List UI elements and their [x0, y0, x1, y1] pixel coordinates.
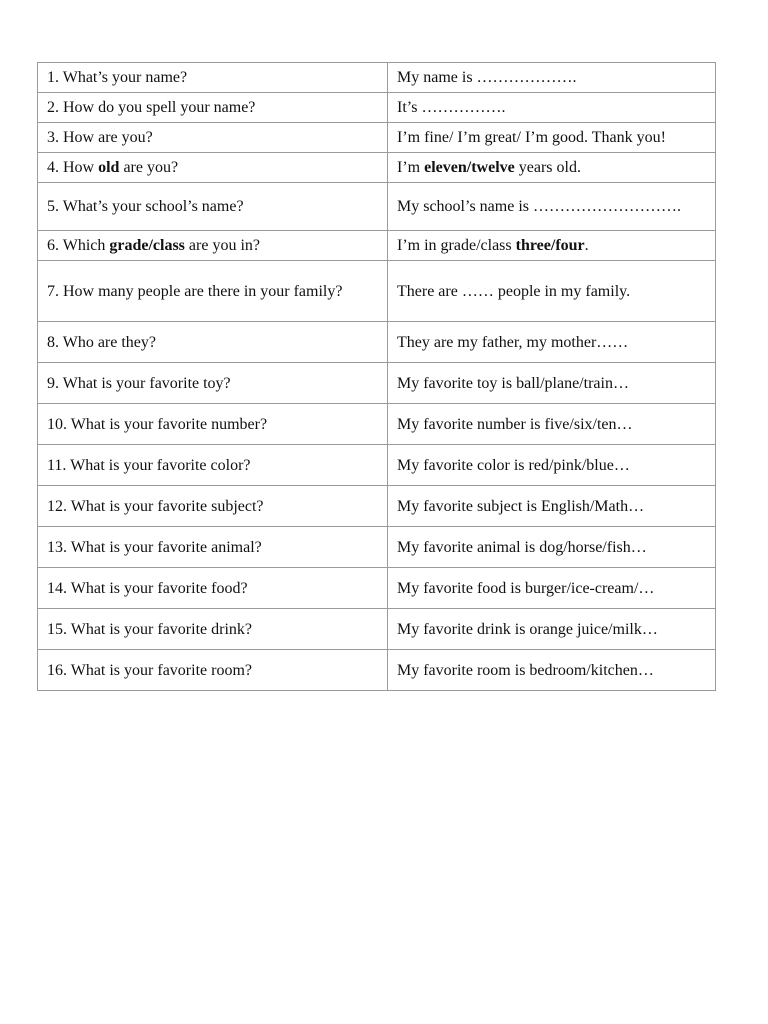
- table-row: [38, 527, 716, 568]
- answer-cell: [388, 609, 716, 650]
- question-cell: [38, 363, 388, 404]
- answer-cell: [388, 527, 716, 568]
- answer-text: My favorite food is burger/ice-cream/…: [397, 579, 655, 597]
- table-row: [38, 363, 716, 404]
- table-row: [38, 445, 716, 486]
- table-row: [38, 63, 716, 93]
- answer-cell: [388, 123, 716, 153]
- answer-text: I’m in grade/class: [397, 237, 516, 254]
- question-text: 4. How: [47, 159, 99, 176]
- answer-cell: [388, 445, 716, 486]
- question-cell: [38, 650, 388, 691]
- question-text: 15. What is your favorite drink?: [47, 620, 252, 638]
- question-cell: [38, 609, 388, 650]
- question-text: 16. What is your favorite room?: [47, 661, 252, 679]
- question-cell: [38, 486, 388, 527]
- table-row: [38, 123, 716, 153]
- answer-text: My favorite color is red/pink/blue…: [397, 456, 630, 474]
- question-text: 2. How do you spell your name?: [47, 99, 256, 116]
- table-row: [38, 183, 716, 231]
- question-bold-text: old: [98, 159, 120, 176]
- table-row: [38, 568, 716, 609]
- answer-cell: [388, 404, 716, 445]
- answer-text: .: [584, 237, 589, 254]
- table-row: [38, 231, 716, 261]
- answer-text: My name is ……………….: [397, 69, 577, 86]
- answer-text: They are my father, my mother……: [397, 333, 629, 351]
- question-answer-table: [37, 62, 716, 691]
- question-bold-text: grade/class: [109, 237, 185, 254]
- answer-cell: [388, 93, 716, 123]
- answer-cell: [388, 231, 716, 261]
- table-row: [38, 261, 716, 322]
- answer-text: My favorite animal is dog/horse/fish…: [397, 538, 647, 556]
- question-cell: [38, 404, 388, 445]
- question-cell: [38, 153, 388, 183]
- question-text: 14. What is your favorite food?: [47, 579, 248, 597]
- answer-cell: [388, 568, 716, 609]
- answer-cell: [388, 322, 716, 363]
- answer-cell: [388, 183, 716, 231]
- question-text: are you?: [119, 159, 179, 176]
- answer-cell: [388, 153, 716, 183]
- answer-text: My favorite subject is English/Math…: [397, 497, 645, 515]
- question-cell: [38, 445, 388, 486]
- question-text: are you in?: [184, 237, 260, 254]
- table-row: [38, 650, 716, 691]
- question-text: 9. What is your favorite toy?: [47, 374, 231, 392]
- answer-text: My favorite room is bedroom/kitchen…: [397, 661, 654, 679]
- answer-cell: [388, 650, 716, 691]
- question-cell: [38, 183, 388, 231]
- answer-text: I’m fine/ I’m great/ I’m good. Thank you!: [397, 129, 666, 146]
- table-row: [38, 153, 716, 183]
- answer-text: My favorite toy is ball/plane/train…: [397, 374, 629, 392]
- question-cell: [38, 63, 388, 93]
- answer-cell: [388, 261, 716, 322]
- answer-cell: [388, 63, 716, 93]
- question-text: 10. What is your favorite number?: [47, 415, 268, 433]
- answer-text: There are …… people in my family.: [397, 282, 631, 300]
- answer-text: I’m: [397, 159, 425, 176]
- question-cell: [38, 123, 388, 153]
- question-text: 6. Which: [47, 237, 110, 254]
- table-row: [38, 609, 716, 650]
- answer-bold-text: eleven/twelve: [424, 159, 515, 176]
- answer-text: My favorite number is five/six/ten…: [397, 415, 633, 433]
- question-cell: [38, 231, 388, 261]
- table-row: [38, 404, 716, 445]
- question-cell: [38, 322, 388, 363]
- question-text: 8. Who are they?: [47, 333, 156, 351]
- question-text: 11. What is your favorite color?: [47, 456, 251, 474]
- question-text: 5. What’s your school’s name?: [47, 198, 244, 215]
- question-cell: [38, 93, 388, 123]
- answer-text: My school’s name is ……………………….: [397, 198, 681, 215]
- table-row: [38, 486, 716, 527]
- question-cell: [38, 261, 388, 322]
- question-text: 3. How are you?: [47, 129, 153, 146]
- answer-text: It’s …………….: [397, 99, 506, 116]
- question-text: 13. What is your favorite animal?: [47, 538, 262, 556]
- question-text: 1. What’s your name?: [47, 69, 188, 86]
- question-cell: [38, 527, 388, 568]
- answer-bold-text: three/four: [515, 237, 585, 254]
- question-cell: [38, 568, 388, 609]
- table-row: [38, 93, 716, 123]
- answer-text: years old.: [514, 159, 581, 176]
- answer-cell: [388, 363, 716, 404]
- answer-cell: [388, 486, 716, 527]
- table-row: [38, 322, 716, 363]
- question-text: 7. How many people are there in your family?: [47, 282, 343, 300]
- answer-text: My favorite drink is orange juice/milk…: [397, 620, 658, 638]
- question-text: 12. What is your favorite subject?: [47, 497, 264, 515]
